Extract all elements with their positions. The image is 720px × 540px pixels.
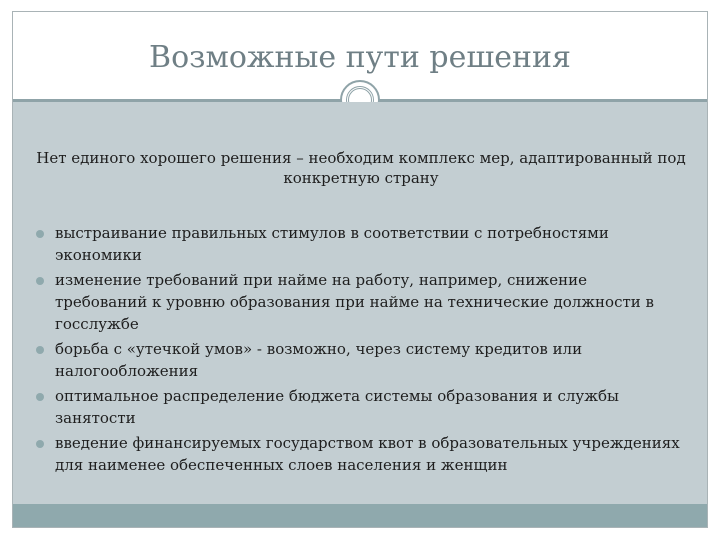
list-item-text: изменение требований при найме на работу, например, снижение требований к уровню образования при найме на технические должности в госслужбе <box>55 271 654 333</box>
slide-title: Возможные пути решения <box>149 40 571 75</box>
list-item-text: борьба с «утечкой умов» - возможно, через систему кредитов или налогообложения <box>55 340 583 380</box>
bullet-icon <box>36 346 44 354</box>
list-item <box>33 269 683 335</box>
list-item-text: введение финансируемых государством квот в образовательных учреждениях для наименее обеспеченных слоев населения и женщин <box>55 434 680 474</box>
bottom-bar <box>13 504 707 527</box>
list-item-text: выстраивание правильных стимулов в соответствии с потребностями экономики <box>55 224 609 264</box>
intro-text: Нет единого хорошего решения – необходим комплекс мер, адаптированный под конкретную страну <box>36 149 686 187</box>
bullet-icon <box>36 440 44 448</box>
bullet-icon <box>36 277 44 285</box>
slide-frame <box>12 11 708 528</box>
list-item <box>33 222 683 266</box>
bullet-icon <box>36 393 44 401</box>
bullet-list <box>33 222 683 479</box>
list-item-text: оптимальное распределение бюджета системы образования и службы занятости <box>55 387 619 427</box>
bullet-icon <box>36 230 44 238</box>
content-area <box>13 102 707 504</box>
list-item <box>33 338 683 382</box>
list-item <box>33 385 683 429</box>
list-item <box>33 432 683 476</box>
